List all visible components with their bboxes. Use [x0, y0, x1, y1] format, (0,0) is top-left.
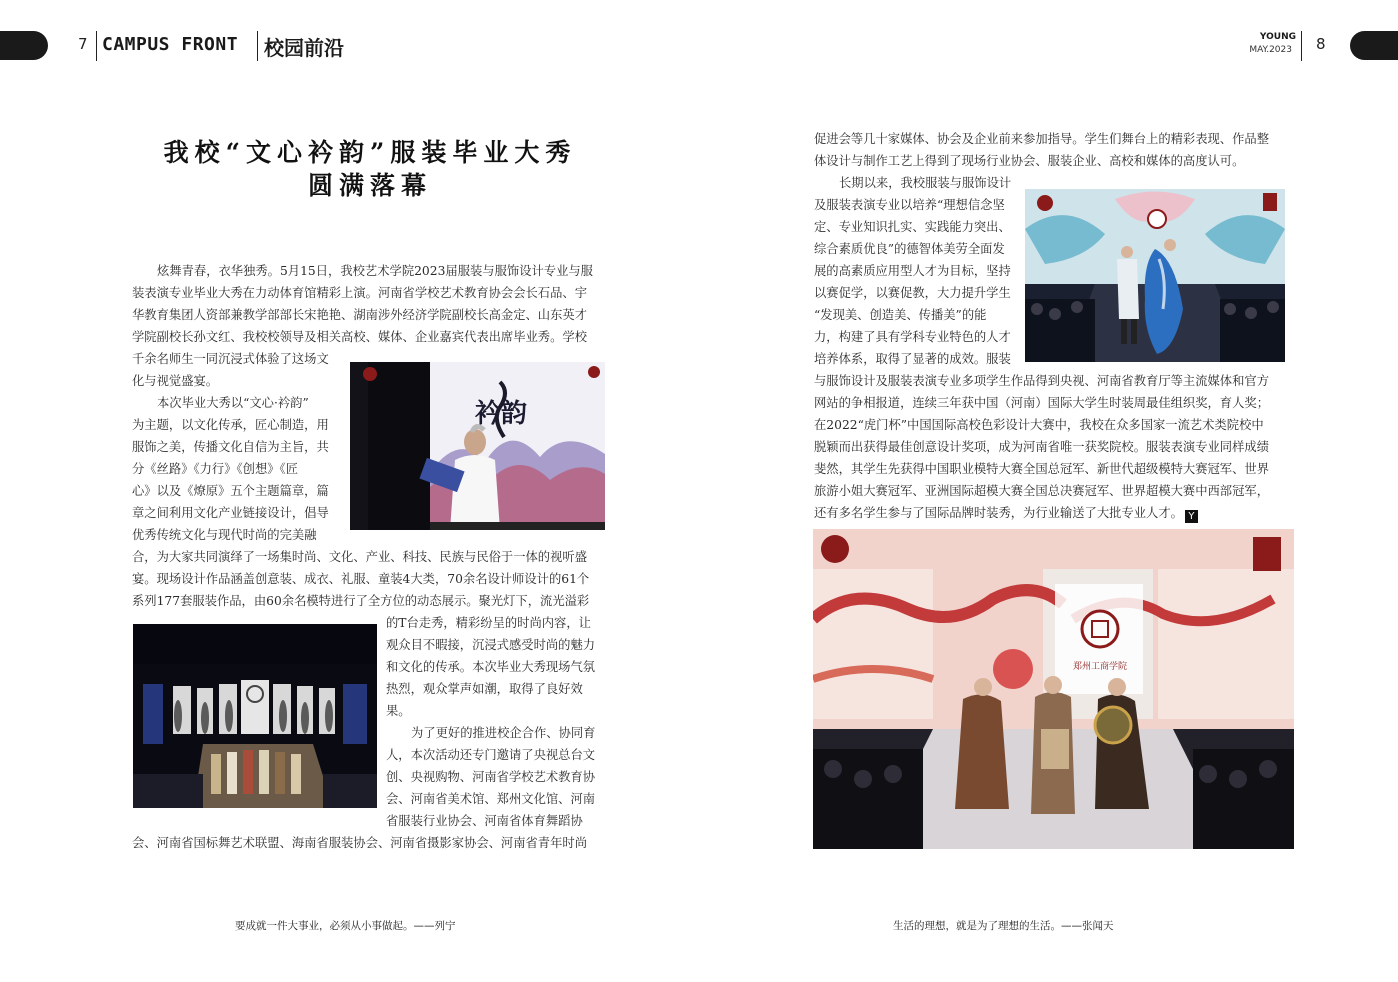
text-line: 培养体系，取得了显著的成效。服装 — [814, 352, 1011, 366]
text-line: 脱颖而出获得最佳创意设计奖项，成为河南省唯一获奖院校。服装表演专业同样成绩 — [814, 440, 1269, 454]
photo-three-models-runway — [813, 529, 1294, 849]
text-line: 果。 — [386, 704, 411, 718]
text-line: 省服装行业协会、河南省体育舞蹈协 — [386, 814, 583, 828]
text-line: 的T台走秀，精彩纷呈的时尚内容，让 — [386, 616, 591, 630]
text-line: 装表演专业毕业大秀在力动体育馆精彩上演。河南省学校艺术教育协会会长石品、宇 — [132, 286, 587, 300]
article-title — [130, 136, 610, 202]
text-line: 促进会等几十家媒体、协会及企业前来参加指导。学生们舞台上的精彩表现、作品整 — [814, 132, 1269, 146]
section-brand-cn: 校园前沿 — [264, 36, 344, 60]
end-mark-icon: Y — [1185, 510, 1198, 523]
text-line: 以赛促学，以赛促教，大力提升学生 — [814, 286, 1011, 300]
text-line: 及服装表演专业以培养“理想信念坚 — [814, 198, 1005, 212]
runway-screen-text: 郑州工商学院 — [1072, 662, 1128, 672]
text-line: 定、专业知识扎实、实践能力突出、 — [814, 220, 1011, 234]
text-line: 在2022“虎门杯”中国国际高校色彩设计大赛中，我校在众多国家一流艺术类院校中 — [814, 418, 1264, 432]
text-line: 学院副校长孙文红、我校校领导及相关高校、媒体、企业嘉宾代表出席毕业秀。学校 — [132, 330, 587, 344]
text-line: 章之间利用文化产业链接设计，倡导 — [132, 506, 329, 520]
text-line: 宴。现场设计作品涵盖创意装、成衣、礼服、童装4大类，70余名设计师设计的61个 — [132, 572, 590, 586]
text-line: 力，构建了具有学科专业特色的人才 — [814, 330, 1011, 344]
text-line: 华教育集团人资部兼教学部部长宋艳艳、湖南涉外经济学院副校长高金定、山东英才 — [132, 308, 587, 322]
issue-date: MAY.2023 — [1249, 45, 1292, 55]
text-line: 长期以来，我校服装与服饰设计 — [839, 176, 1012, 190]
page-tab-left — [0, 31, 48, 60]
text-line: 炫舞青春，衣华独秀。5月15日，我校艺术学院2023届服装与服饰设计专业与服 — [157, 264, 593, 278]
text-line — [814, 502, 1292, 524]
text-line: 和文化的传承。本次毕业大秀现场气氛 — [386, 660, 596, 674]
header-divider — [1301, 31, 1302, 61]
text-line: 展的高素质应用型人才为目标，坚持 — [814, 264, 1011, 278]
page-number-right: 8 — [1316, 35, 1326, 53]
text-line: “发现美、创造美、传播美”的能 — [814, 308, 987, 322]
title-line-1: 我校“文心衿韵”服装毕业大秀 — [163, 138, 577, 167]
stage-screen-text: 衿韵 — [475, 399, 528, 429]
text-line-content: 还有多名学生参与了国际品牌时装秀，为行业输送了大批专业人才。 — [814, 506, 1183, 520]
page-tab-right — [1350, 31, 1398, 60]
text-line: 与服饰设计及服装表演专业多项学生作品得到央视、河南省教育厅等主流媒体和官方 — [814, 374, 1269, 388]
text-line: 优秀传统文化与现代时尚的完美融 — [132, 528, 317, 542]
footer-quote-right: 生活的理想，就是为了理想的生活。——张闻天 — [893, 920, 1114, 932]
text-line: 旅游小姐大赛冠军、亚洲国际超模大赛全国总决赛冠军、世界超模大赛中西部冠军， — [814, 484, 1269, 498]
footer-quote-left: 要成就一件大事业，必须从小事做起。——列宁 — [235, 920, 456, 932]
section-brand-en: CAMPUS FRONT — [102, 34, 239, 55]
text-line: 观众目不暇接，沉浸式感受时尚的魅力 — [386, 638, 596, 652]
text-line: 会、河南省美术馆、郑州文化馆、河南 — [386, 792, 596, 806]
photo-speaker-on-stage — [350, 362, 605, 530]
text-line: 系列177套服装作品，由60余名模特进行了全方位的动态展示。聚光灯下，流光溢彩 — [132, 594, 590, 608]
text-line: 合，为大家共同演绎了一场集时尚、文化、产业、科技、民族与民俗于一体的视听盛 — [132, 550, 587, 564]
text-line: 斐然，其学生先获得中国职业模特大赛全国总冠军、新世代超级模特大赛冠军、世界 — [814, 462, 1269, 476]
text-line: 化与视觉盛宴。 — [132, 374, 219, 388]
text-line: 会、河南省国标舞艺术联盟、海南省服装协会、河南省摄影家协会、河南省青年时尚 — [132, 836, 587, 850]
text-line: 网站的争相报道，连续三年获中国（河南）国际大学生时装周最佳组织奖，育人奖； — [814, 396, 1269, 410]
header-divider — [257, 31, 258, 61]
text-line: 千余名师生一同沉浸式体验了这场文 — [132, 352, 329, 366]
magazine-name: YOUNG — [1259, 32, 1296, 42]
text-line: 服饰之美，传播文化自信为主旨，共 — [132, 440, 329, 454]
text-line: 分《丝路》《力行》《创想》《匠 — [132, 462, 299, 476]
text-line: 为了更好的推进校企合作、协同育 — [411, 726, 596, 740]
text-line: 综合素质优良”的德智体美劳全面发 — [814, 242, 1005, 256]
text-line: 为主题，以文化传承，匠心制造，用 — [132, 418, 329, 432]
header-divider — [96, 31, 97, 61]
photo-blue-costume-runway — [1025, 189, 1285, 362]
text-line: 热烈，观众掌声如潮，取得了良好效 — [386, 682, 583, 696]
photo-runway-finale — [133, 624, 377, 808]
text-line: 人，本次活动还专门邀请了央视总台文 — [386, 748, 596, 762]
title-line-2: 圆满落幕 — [307, 171, 432, 200]
text-line: 体设计与制作工艺上得到了现场行业协会、服装企业、高校和媒体的高度认可。 — [814, 154, 1245, 168]
page-number-left: 7 — [78, 35, 88, 53]
text-line: 心》以及《燎原》五个主题篇章，篇 — [132, 484, 329, 498]
text-line: 创、央视购物、河南省学校艺术教育协 — [386, 770, 596, 784]
text-line: 本次毕业大秀以“文心·衿韵” — [157, 396, 309, 410]
